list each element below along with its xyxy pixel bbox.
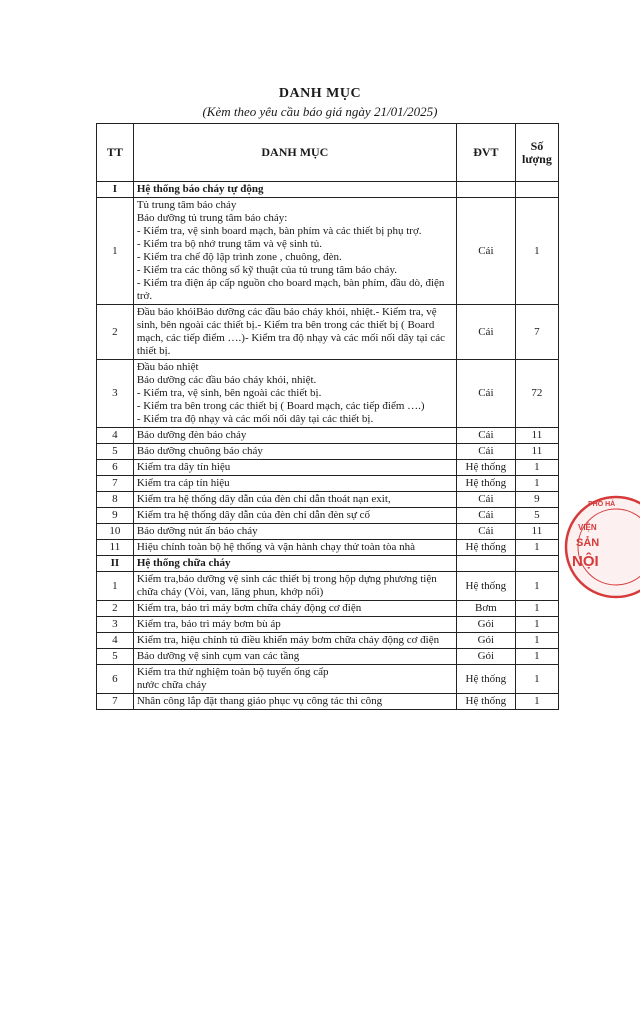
table-row xyxy=(97,476,559,492)
description-line: Đầu báo khóiBảo dưỡng các đầu báo cháy khói, nhiệt.- Kiểm tra, vệ sinh, bên ngoài các thiết bị.- Kiểm tra bên trong các thiết bị ( Board mạch, các tiếp điểm ….)- Kiểm tra độ nhạy và các mối nối dây tại các thiết bị. xyxy=(136,306,446,357)
row-description xyxy=(133,428,456,444)
description-line: Kiểm tra,bảo dưỡng vệ sinh các thiết bị trong hộp dựng phương tiện chữa cháy (Vòi, van, lăng phun, khớp nối) xyxy=(136,573,437,598)
row-unit: Bơm xyxy=(456,601,515,617)
description-line: Bảo dưỡng các đầu báo cháy khói, nhiệt. xyxy=(136,374,317,386)
seal-text-main: NỘI xyxy=(572,553,599,570)
row-number: 4 xyxy=(97,428,134,444)
table-row xyxy=(97,492,559,508)
table-body xyxy=(97,182,559,710)
row-description xyxy=(133,524,456,540)
row-quantity: 9 xyxy=(515,492,558,508)
row-number: 5 xyxy=(97,444,134,460)
row-unit: Hệ thống xyxy=(456,572,515,601)
row-description xyxy=(133,198,456,305)
row-quantity: 11 xyxy=(515,524,558,540)
row-quantity: 5 xyxy=(515,508,558,524)
seal-graphic xyxy=(558,492,640,602)
description-line: Tủ trung tâm báo cháy xyxy=(136,199,237,211)
row-quantity: 1 xyxy=(515,617,558,633)
seal-text-middle: SẢN xyxy=(576,537,600,549)
row-description xyxy=(133,617,456,633)
seal-text-arc: PHỐ HÀ xyxy=(588,501,616,508)
row-quantity: 1 xyxy=(515,649,558,665)
row-unit: Gói xyxy=(456,633,515,649)
row-description xyxy=(133,601,456,617)
row-quantity: 1 xyxy=(515,476,558,492)
section-row xyxy=(97,182,559,198)
row-unit: Hệ thống xyxy=(456,665,515,694)
row-description xyxy=(133,305,456,360)
document-title: DANH MỤC xyxy=(278,86,362,101)
description-line: - Kiểm tra điện áp cấp nguồn cho board mạch, bàn phím, đầu dò, điện trở. xyxy=(136,277,445,302)
section-title: Hệ thống chữa cháy xyxy=(133,556,456,572)
section-title: Hệ thống báo cháy tự động xyxy=(133,182,456,198)
description-line: - Kiểm tra bên trong các thiết bị ( Board mạch, các tiếp điểm ….) xyxy=(136,400,425,412)
row-quantity: 1 xyxy=(515,572,558,601)
row-unit: Cái xyxy=(456,360,515,428)
row-number: 9 xyxy=(97,508,134,524)
row-description xyxy=(133,540,456,556)
table-row xyxy=(97,524,559,540)
table-row xyxy=(97,617,559,633)
row-description xyxy=(133,460,456,476)
row-number: 7 xyxy=(97,476,134,492)
description-line: - Kiểm tra độ nhạy và các mối nối dây tại các thiết bị. xyxy=(136,413,374,425)
section-number: II xyxy=(97,556,134,572)
row-unit: Cái xyxy=(456,428,515,444)
table-row xyxy=(97,540,559,556)
description-line: Kiểm tra dây tín hiệu xyxy=(136,461,231,473)
row-number: 6 xyxy=(97,665,134,694)
row-description xyxy=(133,572,456,601)
row-description xyxy=(133,508,456,524)
description-line: - Kiểm tra bộ nhớ trung tâm và vệ sinh tủ. xyxy=(136,238,322,250)
header-unit: ĐVT xyxy=(456,124,515,182)
row-number: 5 xyxy=(97,649,134,665)
description-line: Kiểm tra thử nghiệm toàn bộ tuyến ống cấp xyxy=(136,666,329,678)
row-number: 7 xyxy=(97,694,134,710)
row-unit: Cái xyxy=(456,524,515,540)
table-row xyxy=(97,633,559,649)
document-subtitle: (Kèm theo yêu cầu báo giá ngày 21/01/2025) xyxy=(202,104,438,119)
row-quantity: 1 xyxy=(515,694,558,710)
row-unit: Cái xyxy=(456,492,515,508)
row-quantity: 7 xyxy=(515,305,558,360)
row-number: 1 xyxy=(97,198,134,305)
description-line: - Kiểm tra chế độ lập trình zone , chuông, đèn. xyxy=(136,251,342,263)
red-seal-stamp xyxy=(558,492,640,602)
description-line: Bảo dưỡng chuông báo cháy xyxy=(136,445,263,457)
seal-text-top: VIỆN xyxy=(578,523,597,532)
description-line: Bảo dưỡng đèn báo cháy xyxy=(136,429,247,441)
row-unit: Cái xyxy=(456,198,515,305)
description-line: - Kiểm tra, vệ sinh, bên ngoài các thiết bị. xyxy=(136,387,322,399)
row-description xyxy=(133,476,456,492)
description-line: Kiểm tra, bảo trì máy bơm chữa cháy động cơ điện xyxy=(136,602,362,614)
row-unit: Cái xyxy=(456,508,515,524)
section-number: I xyxy=(97,182,134,198)
row-number: 3 xyxy=(97,360,134,428)
row-description xyxy=(133,649,456,665)
table-row xyxy=(97,305,559,360)
row-quantity: 1 xyxy=(515,601,558,617)
header-tt: TT xyxy=(97,124,134,182)
description-line: nước chữa cháy xyxy=(136,679,207,691)
row-unit: Cái xyxy=(456,444,515,460)
description-line: Bảo dưỡng nút ấn báo cháy xyxy=(136,525,258,537)
description-line: Đầu báo nhiệt xyxy=(136,361,199,373)
row-unit: Hệ thống xyxy=(456,460,515,476)
row-quantity: 11 xyxy=(515,428,558,444)
description-line: Bảo dưỡng vệ sinh cụm van các tầng xyxy=(136,650,300,662)
description-line: - Kiểm tra các thông số kỹ thuật của tủ trung tâm báo cháy. xyxy=(136,264,397,276)
table-row xyxy=(97,460,559,476)
description-line: Kiểm tra cáp tín hiệu xyxy=(136,477,230,489)
row-unit: Gói xyxy=(456,649,515,665)
description-line: - Kiểm tra, vệ sinh board mạch, bàn phím và các thiết bị phụ trợ. xyxy=(136,225,422,237)
table-row xyxy=(97,572,559,601)
table-row xyxy=(97,508,559,524)
description-line: Hiệu chỉnh toàn bộ hệ thống và vận hành chạy thử toàn tòa nhà xyxy=(136,541,415,553)
row-number: 10 xyxy=(97,524,134,540)
row-description xyxy=(133,360,456,428)
row-number: 4 xyxy=(97,633,134,649)
row-quantity: 1 xyxy=(515,540,558,556)
table-row xyxy=(97,198,559,305)
row-quantity: 11 xyxy=(515,444,558,460)
row-description xyxy=(133,444,456,460)
row-unit: Hệ thống xyxy=(456,476,515,492)
row-quantity: 1 xyxy=(515,198,558,305)
row-number: 2 xyxy=(97,305,134,360)
row-description xyxy=(133,492,456,508)
row-quantity: 72 xyxy=(515,360,558,428)
row-quantity: 1 xyxy=(515,460,558,476)
row-unit: Gói xyxy=(456,617,515,633)
table-row xyxy=(97,665,559,694)
header-quantity: Số lượng xyxy=(515,124,558,182)
description-line: Kiểm tra hệ thống dây dẫn của đèn chỉ dẫn đèn sự cố xyxy=(136,509,371,521)
row-unit: Hệ thống xyxy=(456,694,515,710)
row-quantity: 1 xyxy=(515,633,558,649)
table-header-row xyxy=(97,124,559,182)
table-row xyxy=(97,649,559,665)
description-line: Nhân công lắp đặt thang giáo phục vụ công tác thi công xyxy=(136,695,383,707)
row-unit: Hệ thống xyxy=(456,540,515,556)
items-table xyxy=(96,123,559,710)
header-description: DANH MỤC xyxy=(133,124,456,182)
row-description xyxy=(133,633,456,649)
description-line: Bảo dưỡng tủ trung tâm báo cháy: xyxy=(136,212,288,224)
table-row xyxy=(97,360,559,428)
section-qty-empty xyxy=(515,556,558,572)
table-row xyxy=(97,694,559,710)
row-number: 8 xyxy=(97,492,134,508)
section-unit-empty xyxy=(456,556,515,572)
description-line: Kiểm tra, bảo trì máy bơm bù áp xyxy=(136,618,281,630)
section-unit-empty xyxy=(456,182,515,198)
row-unit: Cái xyxy=(456,305,515,360)
section-qty-empty xyxy=(515,182,558,198)
row-number: 1 xyxy=(97,572,134,601)
table-row xyxy=(97,428,559,444)
row-description xyxy=(133,665,456,694)
table-row xyxy=(97,601,559,617)
row-description xyxy=(133,694,456,710)
description-line: Kiểm tra hệ thống dây dẫn của đèn chỉ dẫn thoát nạn exit, xyxy=(136,493,391,505)
row-number: 2 xyxy=(97,601,134,617)
table-row xyxy=(97,444,559,460)
row-number: 11 xyxy=(97,540,134,556)
section-row xyxy=(97,556,559,572)
row-quantity: 1 xyxy=(515,665,558,694)
row-number: 6 xyxy=(97,460,134,476)
description-line: Kiểm tra, hiệu chỉnh tủ điều khiển máy bơm chữa cháy động cơ điện xyxy=(136,634,440,646)
row-number: 3 xyxy=(97,617,134,633)
